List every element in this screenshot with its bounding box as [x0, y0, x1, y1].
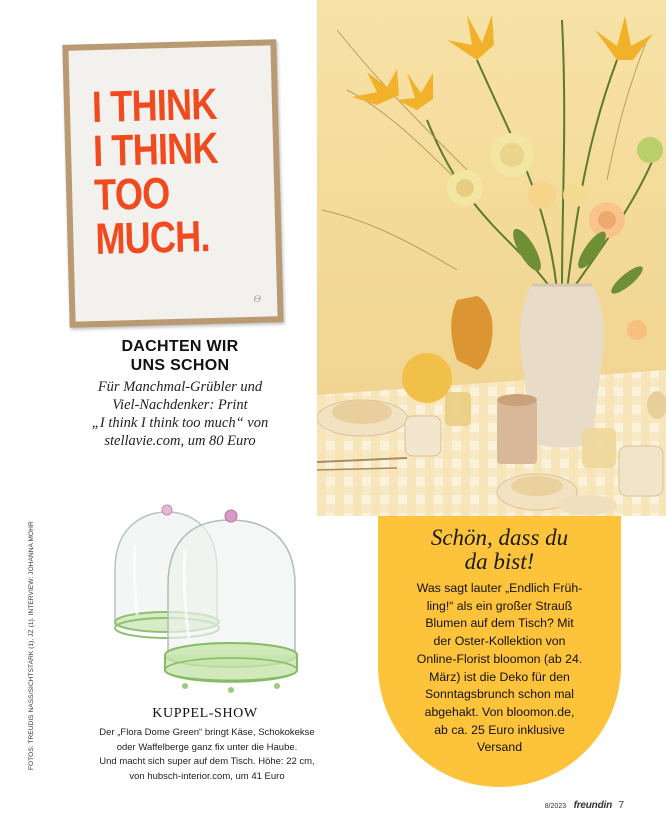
- caption-title-line: UNS SCHON: [130, 357, 230, 374]
- cloche-caption-body: [62, 726, 352, 784]
- poster-line: MUCH.: [94, 212, 211, 265]
- body-line: Was sagt lauter „Endlich Früh-: [416, 581, 583, 595]
- page-number: 7: [618, 800, 624, 811]
- heading-line: da bist!: [464, 549, 535, 574]
- body-line: Online-Florist bloomon (ab 24.: [416, 651, 583, 666]
- feature-heading: [378, 526, 621, 574]
- poster-caption-title: [95, 337, 265, 375]
- poster-line: TOO: [93, 169, 170, 221]
- feature-body: [378, 580, 621, 757]
- body-line: der Oster-Kollektion von: [433, 634, 566, 649]
- poster-caption-body: [60, 378, 300, 450]
- caption-line: Und macht sich super auf dem Tisch. Höhe: 22 cm,: [99, 756, 315, 767]
- poster-line: I THINK: [91, 79, 218, 133]
- body-line: Blumen auf dem Tisch? Mit: [425, 616, 574, 631]
- caption-line: Für Manchmal-Grübler und: [97, 379, 263, 395]
- feature-arch-box: [378, 516, 621, 787]
- flower-table-illustration: [317, 0, 666, 516]
- body-line: Versand: [476, 740, 523, 755]
- body-line: abgehakt. Von bloomon.de,: [424, 704, 575, 719]
- caption-line: von hubsch-interior.com, um 41 Euro: [129, 770, 285, 782]
- page-footer: [545, 795, 624, 813]
- cloche-domes-image: [105, 500, 315, 700]
- issue-number: 8/2023: [544, 803, 567, 810]
- cloche-caption-title: KUPPEL-SHOW: [152, 706, 258, 721]
- heading-line: Schön, dass du: [430, 525, 569, 550]
- caption-title-line: DACHTEN WIR: [121, 338, 239, 355]
- poster-paper: [68, 45, 277, 321]
- poster-print: [62, 39, 283, 328]
- photo-credit: FOTOS: TREUDIS NASS/SICHTSTARK (1), JZ (1). INTERVIEW: JOHANNA MOHR: [28, 521, 35, 770]
- brand-logo: freundin: [573, 800, 612, 811]
- poster-line: I THINK: [92, 123, 219, 177]
- body-line: ling!“ als ein großer Strauß: [426, 598, 573, 613]
- table-photo: [317, 0, 666, 516]
- caption-line: Der „Flora Dome Green“ bringt Käse, Schokokekse: [99, 727, 315, 738]
- caption-line: Viel-Nachdenker: Print: [112, 397, 248, 413]
- body-line: ab ca. 25 Euro inklusive: [434, 722, 565, 737]
- glass-dome-illustration: [105, 500, 315, 700]
- caption-line: „I think I think too much“ von: [91, 415, 269, 431]
- body-line: Sonntagsbrunch schon mal: [424, 687, 575, 702]
- caption-line: oder Waffelberge ganz fix unter die Haube.: [116, 741, 298, 753]
- caption-line: stellavie.com, um 80 Euro: [104, 433, 256, 449]
- poster-signature: Ɵ: [253, 294, 262, 305]
- poster-slogan: [91, 79, 220, 265]
- body-line: März) ist die Deko für den: [429, 669, 570, 684]
